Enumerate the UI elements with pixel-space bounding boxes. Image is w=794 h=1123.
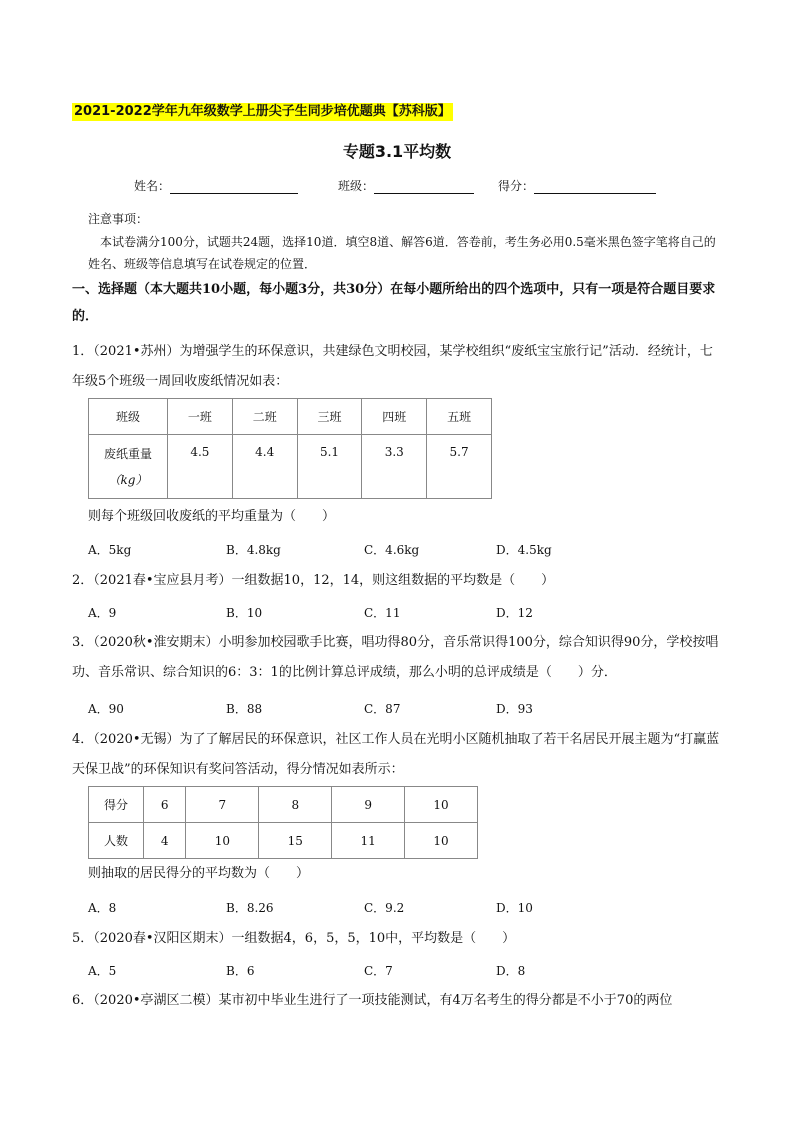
question-1-stem: 1．（2021•苏州）为增强学生的环保意识，共建绿色文明校园，某学校组织“废纸宝宝旅行记”活动．经统计，七年级5个班级一周回收废纸情况如表： [72, 344, 713, 389]
question-4-prompt: 则抽取的居民得分的平均数为（ ） [88, 866, 310, 881]
question-4-stem: 4．（2020•无锡）为了了解居民的环保意识，社区工作人员在光明小区随机抽取了若干名居民开展主题为“打赢蓝天保卫战”的环保知识有奖问答活动，得分情况如表所示： [72, 732, 720, 777]
table-cell: 二班 [232, 399, 297, 435]
option-c: C．9.2 [364, 901, 405, 915]
class-field [338, 177, 474, 194]
table-cell: 10 [405, 787, 478, 823]
notes-heading: 注意事项： [88, 212, 149, 226]
option-a: A．90 [88, 702, 124, 716]
name-label: 姓名： [134, 179, 171, 193]
row-label: 废纸重量 [103, 446, 152, 461]
document-header-tag: 2021-2022学年九年级数学上册尖子生同步培优题典【苏科版】 [74, 104, 451, 119]
table-row [89, 823, 478, 859]
table-cell: 11 [332, 823, 405, 859]
option-d: D．12 [496, 606, 533, 620]
option-c: C．7 [364, 964, 393, 978]
option-b: B．8.26 [226, 901, 274, 915]
table-cell: 4.5 [168, 435, 233, 499]
table-cell: 6 [144, 787, 186, 823]
option-b: B．4.8kg [226, 543, 281, 557]
score-label: 得分： [498, 179, 535, 193]
score-blank [534, 181, 656, 194]
class-blank [374, 181, 474, 194]
page-title: 专题3.1平均数 [342, 142, 452, 161]
question-5-stem: 5．（2020春•汉阳区期末）一组数据4，6，5，5，10中，平均数是（ ） [72, 931, 516, 946]
option-b: B．10 [226, 606, 263, 620]
table-cell: 三班 [297, 399, 362, 435]
table-cell: 10 [405, 823, 478, 859]
option-a: A．5kg [88, 543, 132, 557]
table-cell: 4 [144, 823, 186, 859]
question-4-table [88, 786, 478, 859]
table-cell: 9 [332, 787, 405, 823]
table-cell: 8 [259, 787, 332, 823]
table-cell: 一班 [168, 399, 233, 435]
option-a: A．8 [88, 901, 117, 915]
table-cell: 人数 [89, 823, 144, 859]
question-2-stem: 2．（2021春•宝应县月考）一组数据10，12，14，则这组数据的平均数是（ ） [72, 573, 555, 588]
table-cell: 4.4 [232, 435, 297, 499]
name-field [134, 177, 298, 194]
question-6-stem: 6．（2020•亭湖区二模）某市初中毕业生进行了一项技能测试，有4万名考生的得分都是不小于70的两位 [72, 993, 673, 1008]
option-b: B．88 [226, 702, 263, 716]
row-unit: （kg） [108, 472, 148, 487]
table-cell: 5.7 [427, 435, 492, 499]
option-d: D．10 [496, 901, 533, 915]
table-cell: 四班 [362, 399, 427, 435]
table-cell: 15 [259, 823, 332, 859]
table-cell: 五班 [427, 399, 492, 435]
class-label: 班级： [338, 179, 375, 193]
table-cell: 10 [186, 823, 259, 859]
table-cell: 3.3 [362, 435, 427, 499]
option-d: D．4.5kg [496, 543, 552, 557]
table-row [89, 435, 492, 499]
option-c: C．87 [364, 702, 401, 716]
table-cell: 5.1 [297, 435, 362, 499]
option-c: C．4.6kg [364, 543, 420, 557]
table-row [89, 399, 492, 435]
table-row [89, 787, 478, 823]
question-3-stem: 3．（2020秋•淮安期末）小明参加校园歌手比赛，唱功得80分，音乐常识得100分，综合知识得90分，学校按唱功、音乐常识、综合知识的6：3：1的比例计算总评成绩，那么小明的总评成绩是（ ）分． [72, 635, 719, 680]
question-1-table [88, 398, 492, 499]
score-field [498, 177, 656, 194]
table-cell: 得分 [89, 787, 144, 823]
section-heading: 一、选择题（本大题共10小题，每小题3分，共30分）在每小题所给出的四个选项中，只有一项是符合题目要求的． [72, 282, 716, 324]
table-cell [89, 435, 168, 499]
option-d: D．93 [496, 702, 533, 716]
option-d: D．8 [496, 964, 526, 978]
option-c: C．11 [364, 606, 401, 620]
table-cell: 7 [186, 787, 259, 823]
table-cell: 班级 [89, 399, 168, 435]
option-a: A．9 [88, 606, 117, 620]
question-1-prompt: 则每个班级回收废纸的平均重量为（ ） [88, 509, 336, 524]
option-b: B．6 [226, 964, 255, 978]
name-blank [170, 181, 298, 194]
notes-text: 本试卷满分100分，试题共24题，选择10道．填空8道、解答6道．答卷前，考生务必用0.5毫米黑色签字笔将自己的姓名、班级等信息填写在试卷规定的位置． [88, 235, 716, 271]
option-a: A．5 [88, 964, 117, 978]
